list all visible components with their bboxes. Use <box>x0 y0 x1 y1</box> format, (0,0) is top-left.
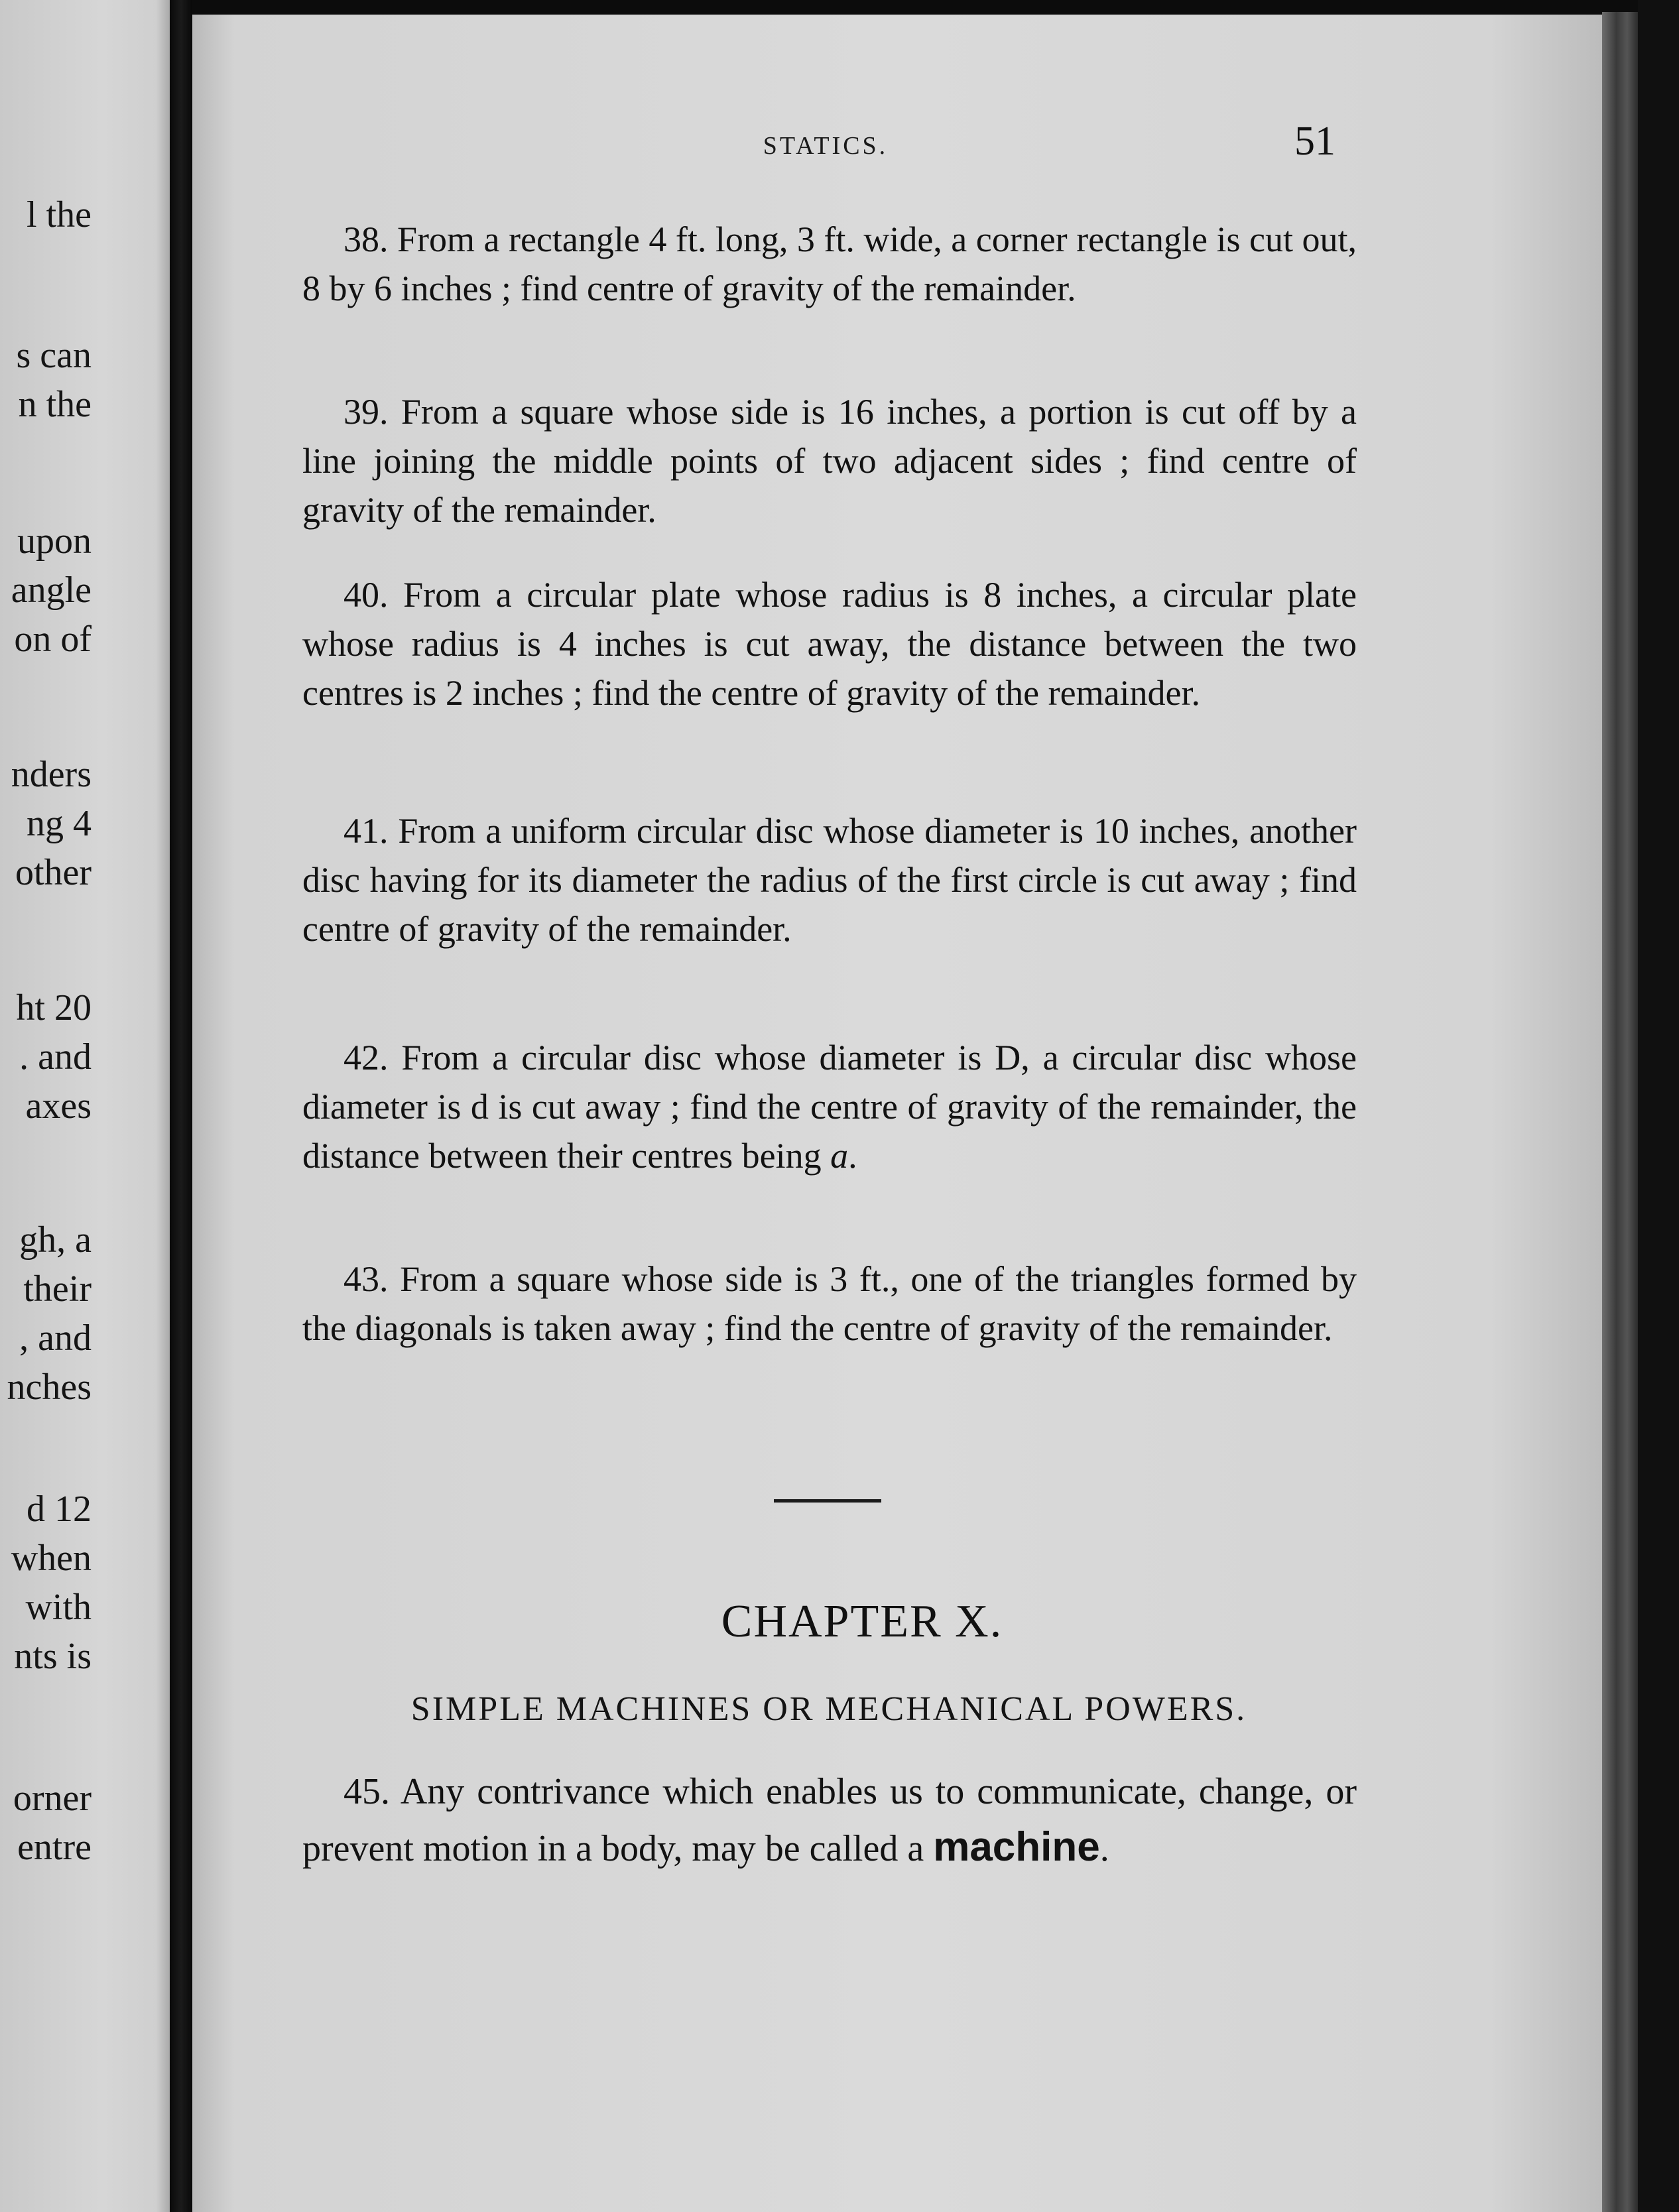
page-number: 51 <box>1294 119 1336 164</box>
left-page-line: l the <box>27 194 92 235</box>
paragraph-45 <box>302 1764 1357 1876</box>
paragraph-number: 45. <box>343 1771 390 1812</box>
running-head: STATICS. <box>763 132 889 160</box>
exercise-text: From a uniform circular disc whose diameter is 10 inches, another disc having for its diameter the radius of the first circle is cut away ; find centre of gravity of the remainder. <box>302 811 1357 949</box>
paragraph-tail: . <box>1099 1828 1109 1869</box>
left-page-line: upon <box>17 521 92 562</box>
exercise-40 <box>302 570 1357 717</box>
left-page-line: d 12 <box>27 1489 92 1530</box>
left-page-line: n the <box>18 384 92 425</box>
exercise-text: From a circular plate whose radius is 8 inches, a circular plate whose radius is 4 inches is cut away, the distance between the two centres is 2 inches ; find the centre of gravity of the remainder. <box>302 575 1357 713</box>
left-page-line: angle <box>11 570 92 611</box>
exercise-text: From a square whose side is 16 inches, a portion is cut off by a line joining the middle points of two adjacent sides ; find centre of gravity of the remainder. <box>302 392 1357 530</box>
exercise-tail: . <box>848 1136 857 1176</box>
exercise-number: 39. <box>343 392 389 432</box>
left-page-line: nches <box>7 1367 92 1408</box>
left-page-line: axes <box>25 1085 92 1127</box>
chapter-subtitle: SIMPLE MACHINES OR MECHANICAL POWERS. <box>410 1690 1247 1728</box>
left-page-line: ng 4 <box>27 803 92 844</box>
facing-page-left <box>0 0 170 2212</box>
scan-border-right <box>1638 0 1679 2212</box>
paragraph-text: Any contrivance which enables us to communicate, change, or prevent motion in a body, may be called a <box>302 1771 1357 1869</box>
left-page-line: on of <box>14 619 92 660</box>
exercise-38 <box>302 215 1357 313</box>
left-page-line: s can <box>16 335 92 376</box>
exercise-42 <box>302 1033 1357 1180</box>
left-page-line: nders <box>11 754 92 795</box>
left-page-line: orner <box>13 1778 92 1819</box>
exercise-number: 40. <box>343 575 389 615</box>
left-page-line: ht 20 <box>16 987 92 1028</box>
exercise-39 <box>302 387 1357 534</box>
chapter-title: CHAPTER X. <box>721 1596 1003 1647</box>
left-page-line: , and <box>19 1318 92 1359</box>
left-page-line: gh, a <box>19 1219 92 1260</box>
exercise-43 <box>302 1255 1357 1353</box>
left-page-line: other <box>15 852 92 893</box>
exercise-text: From a circular disc whose diameter is D, a circular disc whose diameter is d is cut away ; find the centre of gravity of the remainder, the distance between their centres being <box>302 1038 1357 1176</box>
left-page-line: with <box>25 1587 92 1628</box>
page-edge <box>1602 12 1638 2212</box>
exercise-number: 43. <box>343 1259 389 1299</box>
exercise-number: 41. <box>343 811 389 851</box>
left-page-line: entre <box>17 1827 92 1868</box>
exercise-41 <box>302 806 1357 953</box>
exercise-number: 38. <box>343 219 389 259</box>
left-page-line: their <box>23 1268 92 1310</box>
left-page-line: when <box>11 1538 92 1579</box>
exercise-number: 42. <box>343 1038 389 1077</box>
left-page-line: . and <box>19 1036 92 1077</box>
book-gutter <box>170 0 192 2212</box>
exercise-text: From a rectangle 4 ft. long, 3 ft. wide, a corner rectangle is cut out, 8 by 6 inches ; find centre of gravity of the remainder. <box>302 219 1357 308</box>
left-page-line: nts is <box>14 1636 92 1677</box>
section-divider <box>774 1499 881 1503</box>
emphasis-machine: machine <box>933 1824 1100 1870</box>
variable-a: a <box>830 1136 849 1176</box>
exercise-text: From a square whose side is 3 ft., one of the triangles formed by the diagonals is taken away ; find the centre of gravity of the remainder. <box>302 1259 1357 1348</box>
